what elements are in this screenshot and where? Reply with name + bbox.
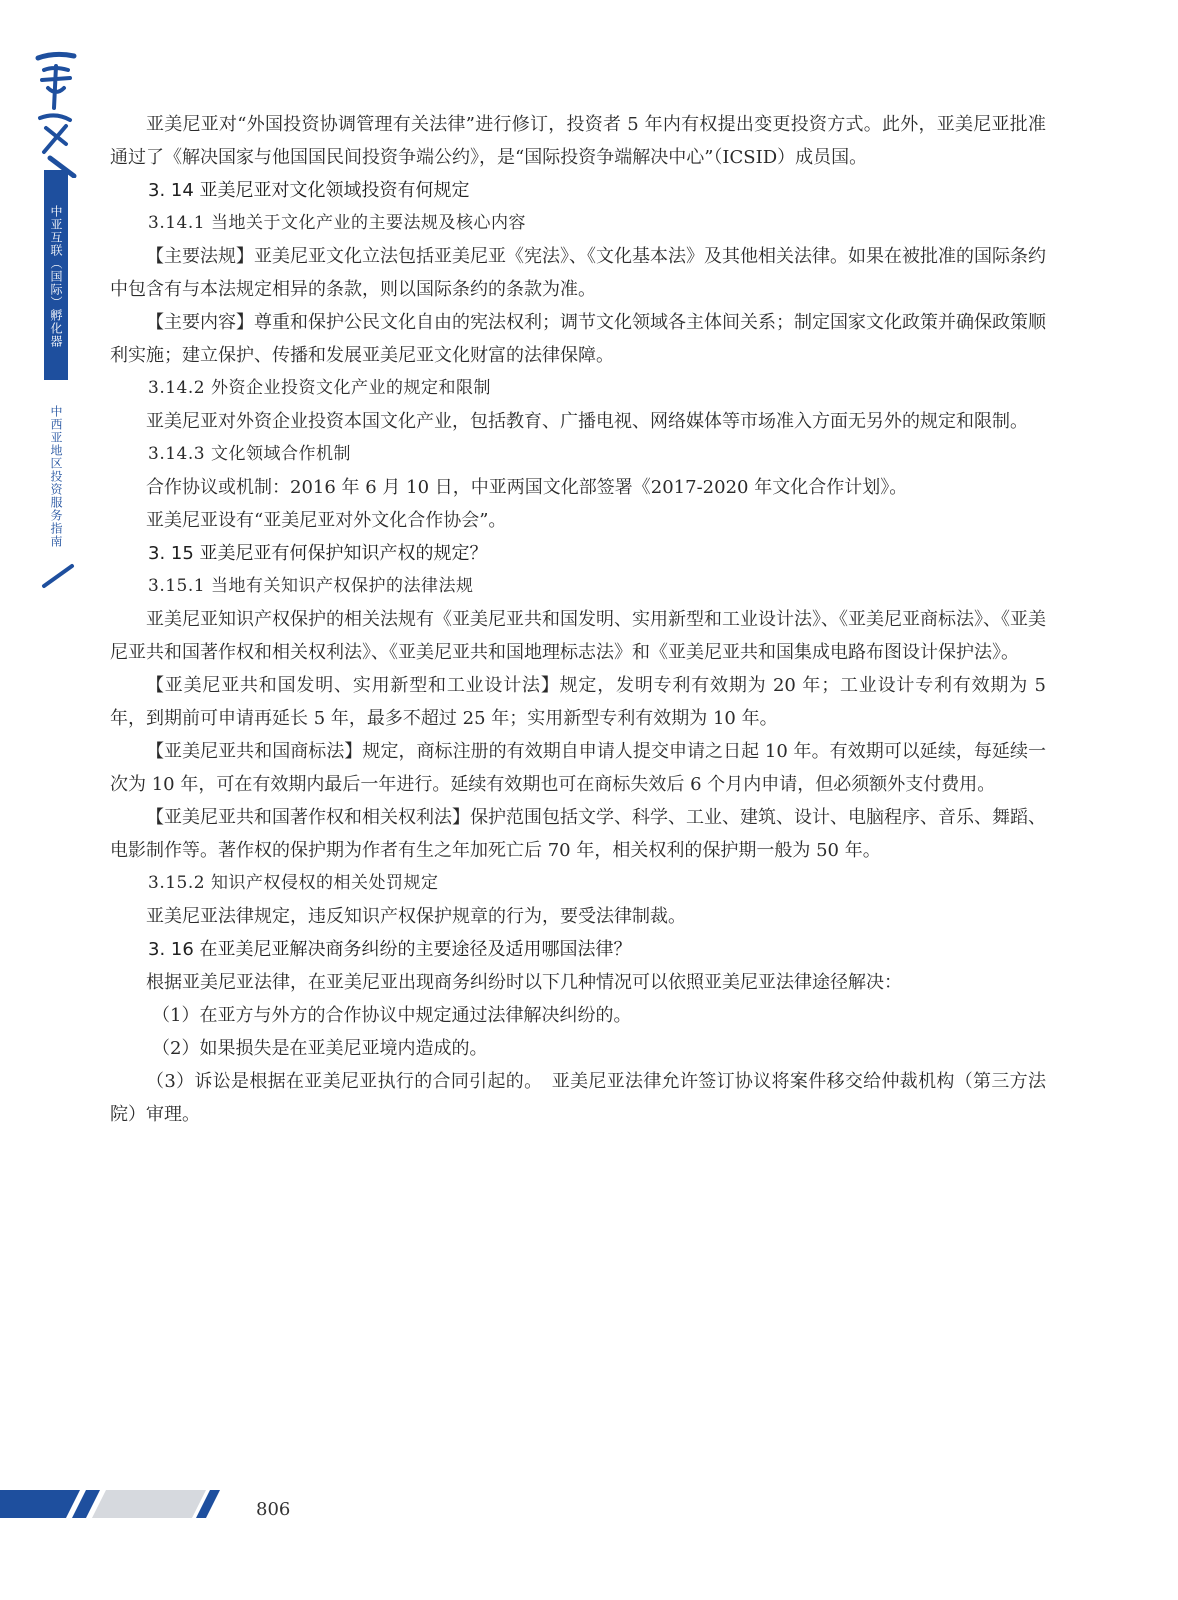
paragraph: 【亚美尼亚共和国商标法】规定，商标注册的有效期自申请人提交申请之日起 10 年。有效期可以延续，每延续一次为 10 年，可在有效期内最后一年进行。延续有效期也可在商标失效后 6 个月内申请，但必须额外支付费用。 xyxy=(110,741,1046,795)
sidebar-slash-decoration xyxy=(38,560,78,590)
list-item: （2）如果损失是在亚美尼亚境内造成的。 xyxy=(152,1038,488,1059)
page-number: 806 xyxy=(256,1499,291,1520)
subsection-heading-3-14-1: 3.14.1 当地关于文化产业的主要法规及核心内容 xyxy=(148,213,526,233)
paragraph: 合作协议或机制：2016 年 6 月 10 日，中亚两国文化部签署《2017-2020 年文化合作计划》。 xyxy=(146,477,908,498)
list-item: （1）在亚方与外方的合作协议中规定通过法律解决纠纷的。 xyxy=(152,1005,632,1026)
section-heading-3-16: 3. 16 在亚美尼亚解决商务纠纷的主要途径及适用哪国法律？ xyxy=(148,939,632,960)
paragraph: 亚美尼亚法律规定，违反知识产权保护规章的行为，要受法律制裁。 xyxy=(146,906,686,927)
paragraph: 亚美尼亚对外资企业投资本国文化产业，包括教育、广播电视、网络媒体等市场准入方面无另外的规定和限制。 xyxy=(146,411,1028,432)
sidebar-title-1: 中亚互联（国际）孵化器 xyxy=(49,205,63,348)
section-heading-3-15: 3. 15 亚美尼亚有何保护知识产权的规定？ xyxy=(148,543,488,564)
footer-stripe-decoration xyxy=(0,1484,230,1524)
paragraph: 亚美尼亚对“外国投资协调管理有关法律”进行修订，投资者 5 年内有权提出变更投资方式。此外，亚美尼亚批准通过了《解决国家与他国国民间投资争端公约》，是“国际投资争端解决中心”（ICSID）成员国。 xyxy=(110,114,1046,168)
paragraph: （3）诉讼是根据在亚美尼亚执行的合同引起的。 亚美尼亚法律允许签订协议将案件移交给仲裁机构（第三方法院）审理。 xyxy=(110,1071,1046,1125)
section-heading-3-14: 3. 14 亚美尼亚对文化领域投资有何规定 xyxy=(148,180,470,201)
paragraph: 根据亚美尼亚法律，在亚美尼亚出现商务纠纷时以下几种情况可以依照亚美尼亚法律途径解决： xyxy=(146,972,902,993)
paragraph: 【主要法规】亚美尼亚文化立法包括亚美尼亚《宪法》、《文化基本法》及其他相关法律。如果在被批准的国际条约中包含有与本法规定相异的条款，则以国际条约的条款为准。 xyxy=(110,246,1046,300)
document-body xyxy=(110,108,1046,1131)
subsection-heading-3-15-1: 3.15.1 当地有关知识产权保护的法律法规 xyxy=(148,576,474,596)
paragraph: 亚美尼亚知识产权保护的相关法规有《亚美尼亚共和国发明、实用新型和工业设计法》、《亚美尼亚商标法》、《亚美尼亚共和国著作权和相关权利法》、《亚美尼亚共和国地理标志法》和《亚美尼亚共和国集成电路布图设计保护法》。 xyxy=(110,609,1046,663)
subsection-heading-3-15-2: 3.15.2 知识产权侵权的相关处罚规定 xyxy=(148,873,439,893)
subsection-heading-3-14-3: 3.14.3 文化领域合作机制 xyxy=(148,444,351,464)
logo-calligraphy xyxy=(30,48,80,178)
subsection-heading-3-14-2: 3.14.2 外资企业投资文化产业的规定和限制 xyxy=(148,378,491,398)
paragraph: 【亚美尼亚共和国著作权和相关权利法】保护范围包括文学、科学、工业、建筑、设计、电脑程序、音乐、舞蹈、电影制作等。著作权的保护期为作者有生之年加死亡后 70 年，相关权利的保护期一般为 50 年。 xyxy=(110,807,1046,861)
paragraph: 【亚美尼亚共和国发明、实用新型和工业设计法】规定，发明专利有效期为 20 年；工业设计专利有效期为 5 年，到期前可申请再延长 5 年，最多不超过 25 年；实用新型专利有效期为 10 年。 xyxy=(110,675,1046,729)
sidebar-title-2: 中西亚地区投资服务指南 xyxy=(49,405,63,548)
paragraph: 【主要内容】尊重和保护公民文化自由的宪法权利；调节文化领域各主体间关系；制定国家文化政策并确保政策顺利实施；建立保护、传播和发展亚美尼亚文化财富的法律保障。 xyxy=(110,312,1046,366)
paragraph: 亚美尼亚设有“亚美尼亚对外文化合作协会”。 xyxy=(146,510,507,531)
